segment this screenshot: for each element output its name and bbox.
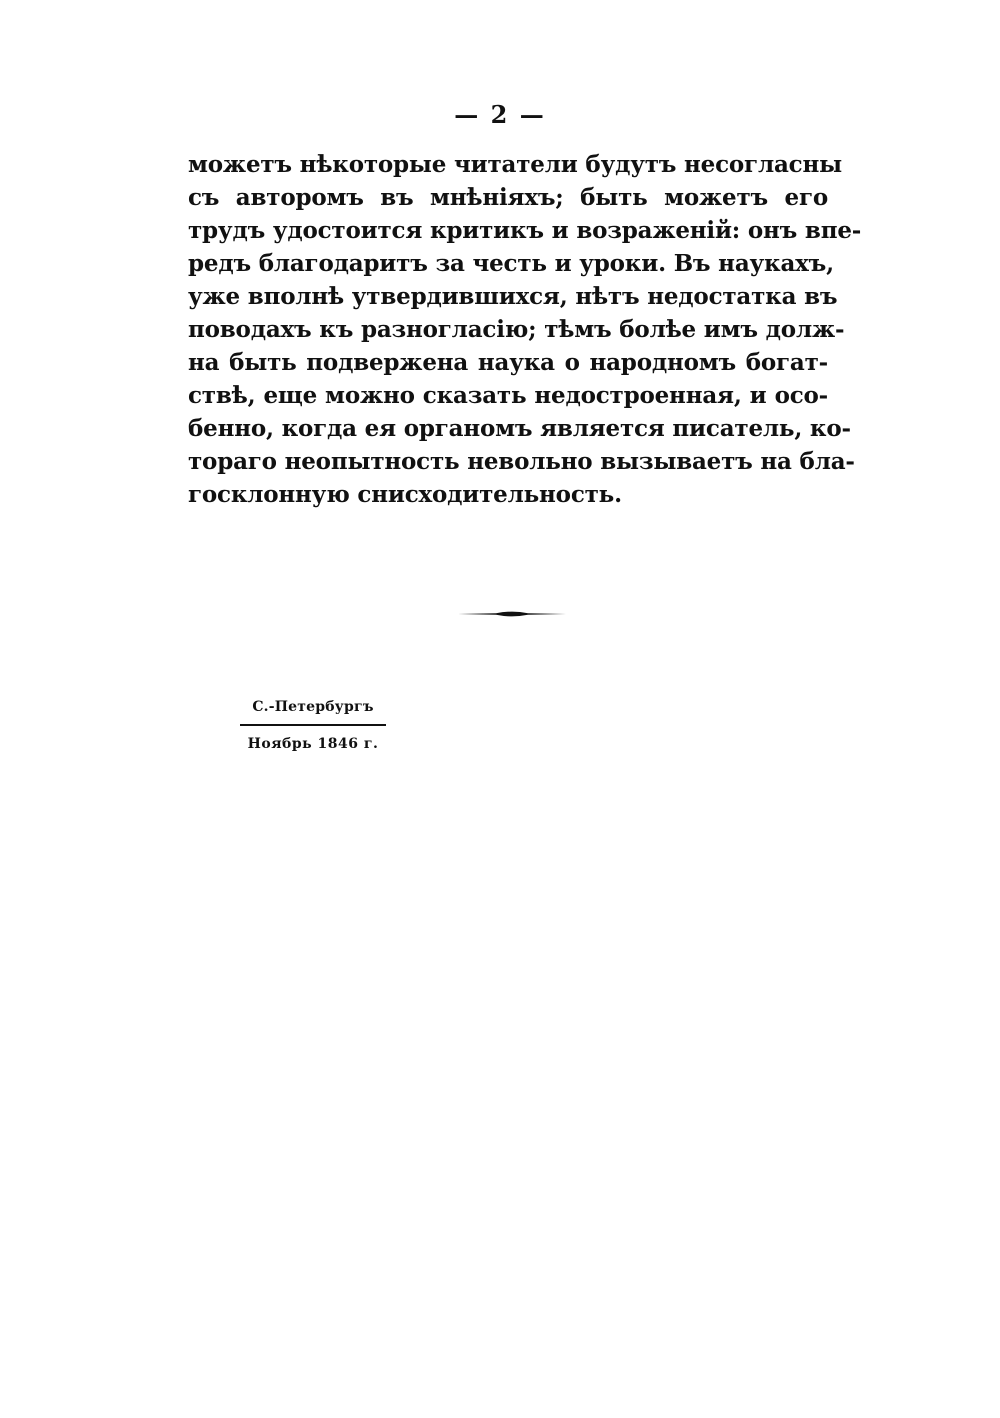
- body-paragraph: [188, 148, 862, 511]
- text-line: ствѣ, еще можно сказать недостроенная, и осо-: [188, 382, 828, 409]
- imprint-city: С.-Петербургъ: [252, 699, 374, 715]
- text-line: можетъ нѣкоторые читатели будутъ несогласны: [188, 151, 842, 178]
- ornament-divider: [458, 607, 566, 621]
- text-line: на быть подвержена наука о народномъ богат-: [188, 349, 828, 376]
- text-line: уже вполнѣ утвердившихся, нѣтъ недостатка въ: [188, 283, 838, 310]
- text-line: трудъ удостоится критикъ и возраженій: онъ впе-: [188, 217, 862, 244]
- imprint-date: Ноябрь 1846 г.: [247, 736, 379, 752]
- text-line: редъ благодаритъ за честь и уроки. Въ наукахъ,: [188, 250, 834, 277]
- imprint-block: [240, 696, 386, 754]
- text-line: поводахъ къ разногласію; тѣмъ болѣе имъ долж-: [188, 316, 845, 343]
- text-line: тораго неопытность невольно вызываетъ на бла-: [188, 448, 855, 475]
- text-line: съ авторомъ въ мнѣніяхъ; быть можетъ его: [188, 184, 828, 211]
- text-line-last: госклонную снисходительность.: [188, 481, 622, 508]
- text-line: бенно, когда ея органомъ является писатель, ко-: [188, 415, 851, 442]
- page-number: — 2 —: [454, 100, 546, 129]
- imprint-rule: [240, 724, 386, 726]
